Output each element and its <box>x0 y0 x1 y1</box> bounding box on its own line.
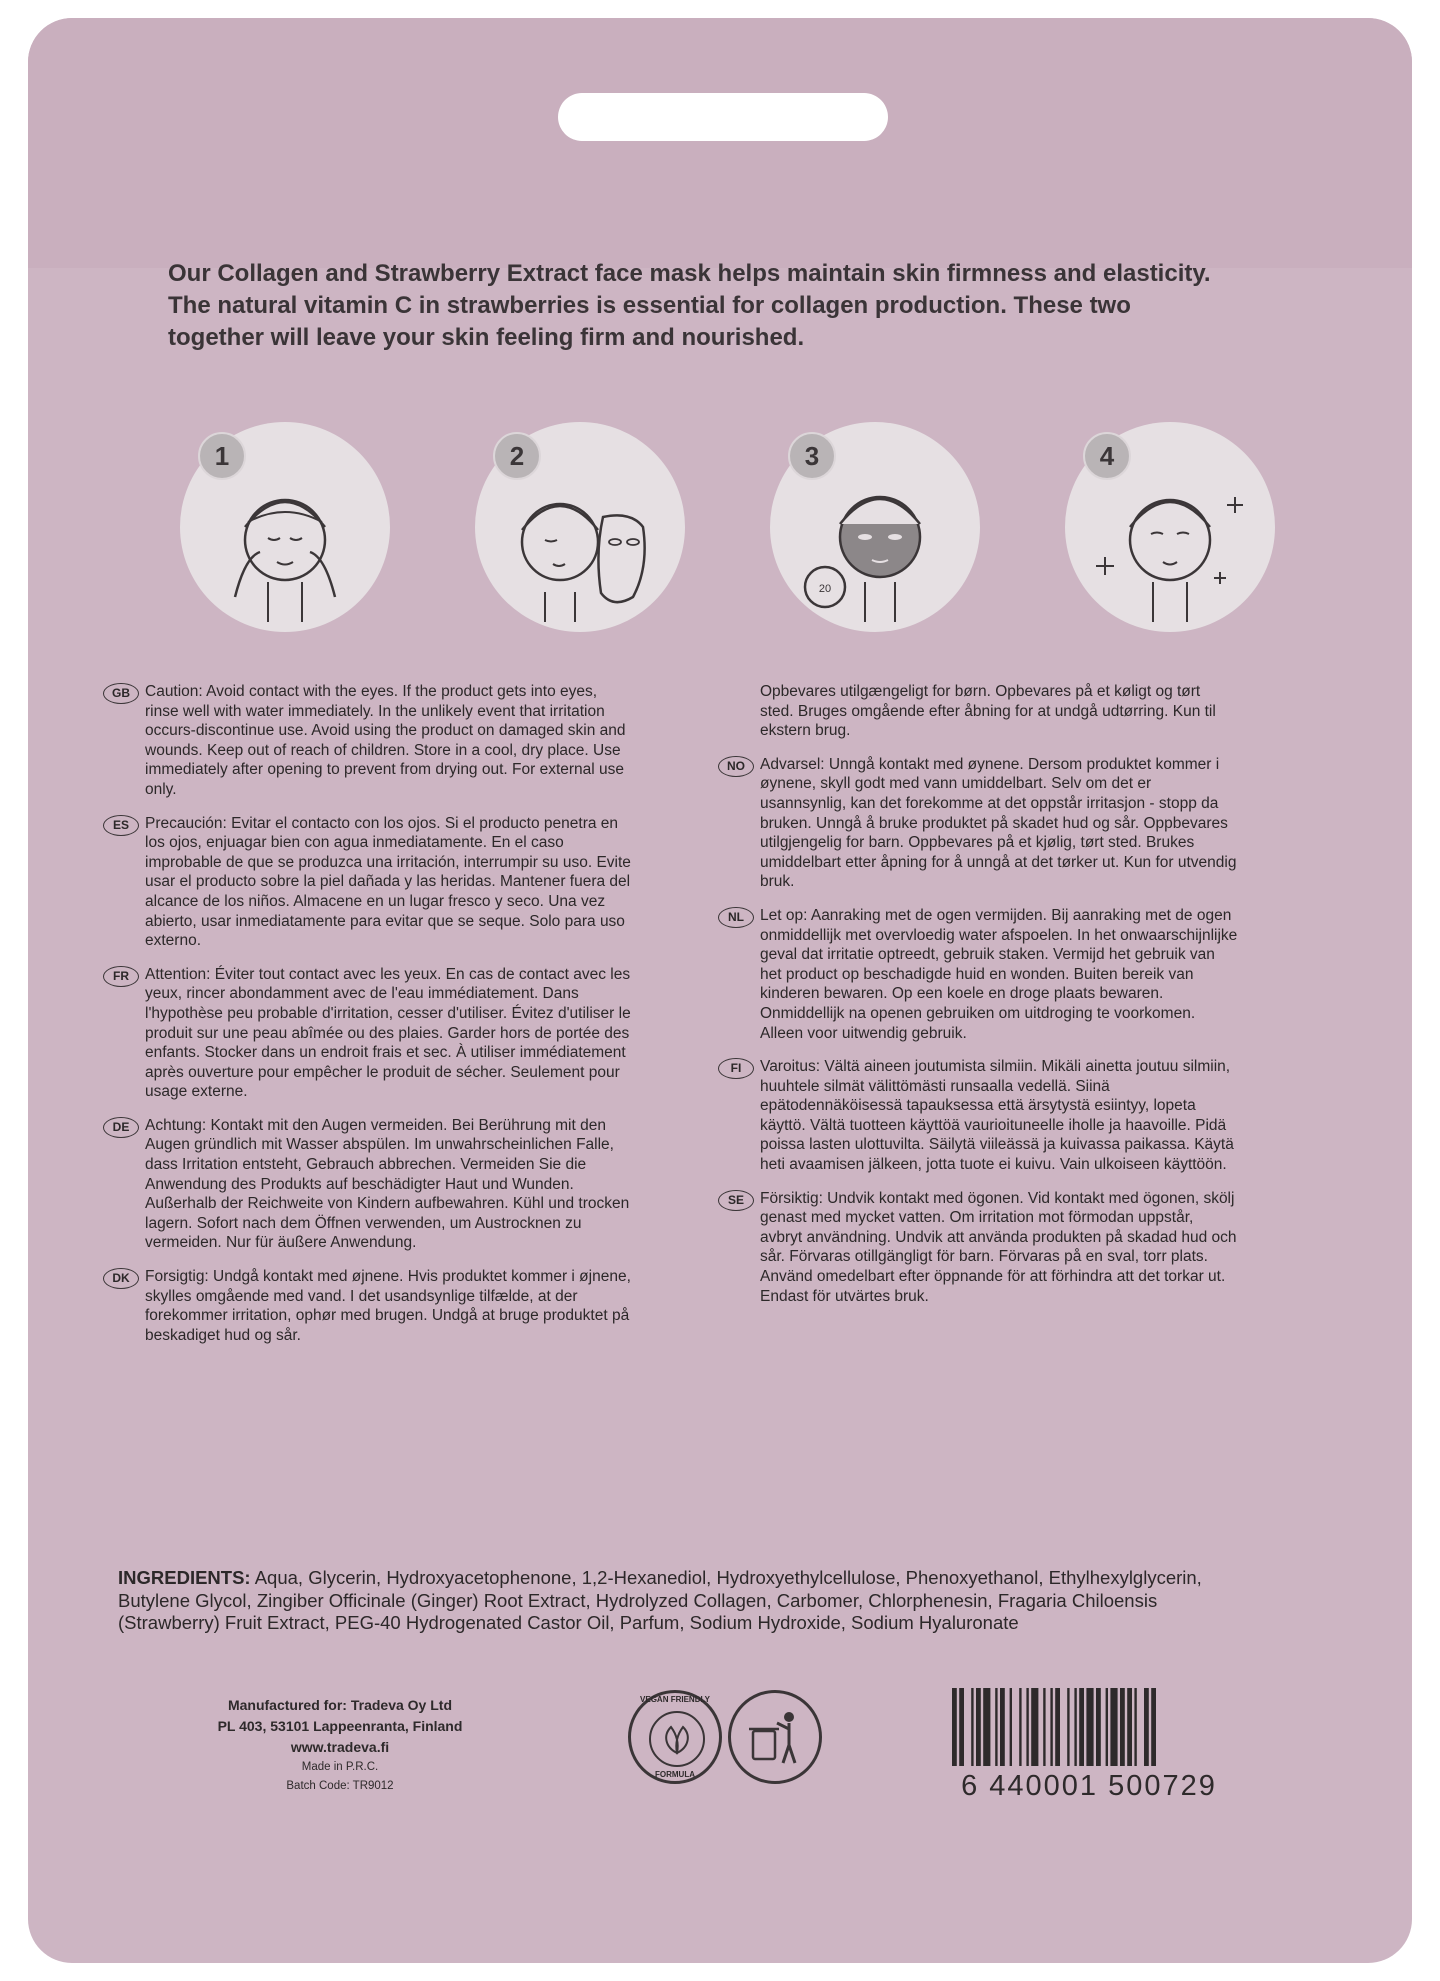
warning-text: Forsigtig: Undgå kontakt med øjnene. Hvis produktet kommer i øjnene, skylles omgående med vand. I det usandsynlige tilfælde, at der forekommer irritation, ophør med brugen. Undgå at bruge produktet på beskadiget hud og sår. <box>145 1268 631 1344</box>
step-4 <box>1065 422 1275 632</box>
manufacturer-address: PL 403, 53101 Lappeenranta, Finland <box>217 1718 463 1734</box>
country-code-badge: DE <box>103 1117 139 1138</box>
hang-slot <box>558 93 888 141</box>
warning-nl <box>718 906 1238 1043</box>
warnings-left-column <box>103 682 633 1359</box>
ingredients-list <box>118 1567 1228 1635</box>
warning-text: Caution: Avoid contact with the eyes. If the product gets into eyes, rinse well with water immediately. In the unlikely event that irritation occurs-discontinue use. Avoid using the product on damaged skin and wounds. Keep out of reach of children. Store in a cool, dry place. Use immediately after opening to prevent from drying out. For external use only. <box>145 683 626 798</box>
tidyman-icon <box>731 1693 819 1781</box>
country-code-badge: NO <box>718 756 754 777</box>
made-in: Made in P.R.C. <box>301 1761 379 1773</box>
warning-text: Försiktig: Undvik kontakt med ögonen. Vid kontakt med ögonen, skölj genast med mycket vatten. Om irritation mot förmodan uppstår, avbryt användning. Undvik att använda produkten på skadad hud och sår. Förvaras otillgängligt för barn. Förvaras på en sval, torr plats. Använd omedelbart efter öppnande för att förhindra att det torkar ut. Endast för utvärtes bruk. <box>760 1189 1237 1305</box>
country-code-badge: DK <box>103 1268 139 1289</box>
country-code-badge: ES <box>103 815 139 836</box>
country-code-badge: FR <box>103 966 139 987</box>
ingredients-text: Aqua, Glycerin, Hydroxyacetophenone, 1,2-Hexanediol, Hydroxyethylcellulose, Phenoxyethanol, Ethylhexylglycerin, Butylene Glycol, Zingiber Officinale (Ginger) Root Extract, Hydrolyzed Collagen, Carbomer, Chlorphenesin, Fragaria Chiloensis (Strawberry) Fruit Extract, PEG-40 Hydrogenated Castor Oil, Parfum, Sodium Hydroxide, Sodium Hyaluronate <box>118 1567 1202 1633</box>
warning-es <box>103 814 633 951</box>
country-code-badge: SE <box>718 1190 754 1211</box>
warnings-right-column <box>718 682 1238 1320</box>
vegan-badge-bottom: FORMULA <box>655 1770 695 1779</box>
product-description: Our Collagen and Strawberry Extract face mask helps maintain skin firmness and elasticity. The natural vitamin C in strawberries is essential for collagen production. These two together will leave your skin feeling firm and nourished. <box>168 260 1211 351</box>
manufacturer-website: www.tradeva.fi <box>290 1739 390 1755</box>
warning-de <box>103 1116 633 1253</box>
ingredients-label: INGREDIENTS: <box>118 1567 251 1588</box>
warning-se <box>718 1189 1238 1307</box>
warning-text: Attention: Éviter tout contact avec les yeux. En cas de contact avec les yeux, rincer abondamment avec de l'eau immédiatement. Dans l'hypothèse peu probable d'irritation, cesser d'utiliser. Évitez d'utiliser le produit sur une peau abîmée ou des plaies. Garder hors de portée des enfants. Stocker dans un endroit frais et sec. À utiliser immédiatement après ouverture pour empêcher le produit de sécher. Seulement pour usage externe. <box>145 965 631 1101</box>
warning-text: Precaución: Evitar el contacto con los ojos. Si el producto penetra en los ojos, enjuagar bien con agua inmediatamente. En el caso improbable de que se produzca una irritación, interrumpir su uso. Evite usar el producto sobre la piel dañada y las heridas. Mantener fuera del alcance de los niños. Almacene en un lugar fresco y seco. Una vez abierto, usar inmediatamente para evitar que se seque. Solo para uso externo. <box>145 814 631 950</box>
warning-fi <box>718 1057 1238 1175</box>
svg-text:20: 20 <box>818 583 832 595</box>
warning-text: Opbevares utilgængeligt for børn. Opbevares på et køligt og tørt sted. Bruges omgående efter åbning for at undgå udtørring. Kun til ekstern brug. <box>760 683 1216 740</box>
manufacturer-name: Manufactured for: Tradeva Oy Ltd <box>227 1697 453 1713</box>
warning-text: Let op: Aanraking met de ogen vermijden. Bij aanraking met de ogen onmiddellijk met overvloedig water afspoelen. In het onwaarschijnlijke geval dat irritatie optreedt, gebruik staken. Vermijd het gebruik van het product op beschadigde huid en wonden. Buiten bereik van kinderen bewaren. Op een koele en droge plaats bewaren. Onmiddellijk na openen gebruiken om uitdroging te voorkomen. Alleen voor uitwendig gebruik. <box>760 906 1238 1042</box>
step-1 <box>180 422 390 632</box>
country-code-badge: FI <box>718 1058 754 1079</box>
warning-dk <box>103 1267 633 1345</box>
warning-fr <box>103 965 633 1102</box>
dispose-in-bin-icon <box>728 1690 822 1784</box>
country-code-badge: GB <box>103 683 139 704</box>
vegan-badge-top: VEGAN FRIENDLY <box>640 1695 710 1704</box>
step-number: 3 <box>788 432 836 480</box>
batch-code: Batch Code: TR9012 <box>286 1780 394 1792</box>
manufacturer-info <box>180 1695 500 1796</box>
usage-steps <box>150 422 1230 652</box>
country-code-badge: NL <box>718 907 754 928</box>
leaf-icon <box>651 1713 703 1765</box>
warning-dk-continued <box>718 682 1238 741</box>
step-number: 1 <box>198 432 246 480</box>
warning-no <box>718 755 1238 892</box>
step-number: 4 <box>1083 432 1131 480</box>
step-3 <box>770 422 980 632</box>
warning-text: Achtung: Kontakt mit den Augen vermeiden. Bei Berührung mit den Augen gründlich mit Wasser abspülen. Im unwahrscheinlichen Falle, dass Irritation entsteht, Gebrauch abbrechen. Vermeiden Sie die Anwendung des Produkts auf beschädigter Haut und Wunden. Außerhalb der Reichweite von Kindern aufbewahren. Kühl und trocken lagern. Sofort nach dem Öffnen verwenden, um Austrocknen zu vermeiden. Nur für äußere Anwendung. <box>145 1116 630 1252</box>
barcode-number: 6 440001 500729 <box>961 1770 1217 1802</box>
warning-text: Advarsel: Unngå kontakt med øynene. Dersom produktet kommer i øynene, skyll godt med vann umiddelbart. Selv om det er usannsynlig, kan det forekomme at det oppstår irritasjon - stopp da bruken. Unngå å bruke produktet på skadet hud og sår. Oppbevares utilgjengelig for barn. Oppbevares på et kjølig, tørt sted. Brukes umiddelbart etter åpning for å unngå at det tørker ut. Kun for utvendig bruk. <box>760 755 1237 891</box>
step-2 <box>475 422 685 632</box>
warning-gb <box>103 682 633 800</box>
vegan-friendly-icon <box>628 1690 722 1784</box>
warning-text: Varoitus: Vältä aineen joutumista silmiin. Mikäli ainetta joutuu silmiin, huuhtele silmät välittömästi runsaalla vedellä. Siinä epätodennäköisessä tapauksessa että ärsytystä esiintyy, lopeta käyttö. Vältä tuotteen käyttöä vaurioituneelle iholle ja haavoille. Pidä poissa lasten ulottuvilta. Säilytä viileässä ja kuivassa paikassa. Käytä heti avaamisen jälkeen, jotta tuote ei kuivu. Vain ulkoiseen käyttöön. <box>760 1058 1234 1174</box>
step-number: 2 <box>493 432 541 480</box>
top-seal <box>28 18 1412 268</box>
